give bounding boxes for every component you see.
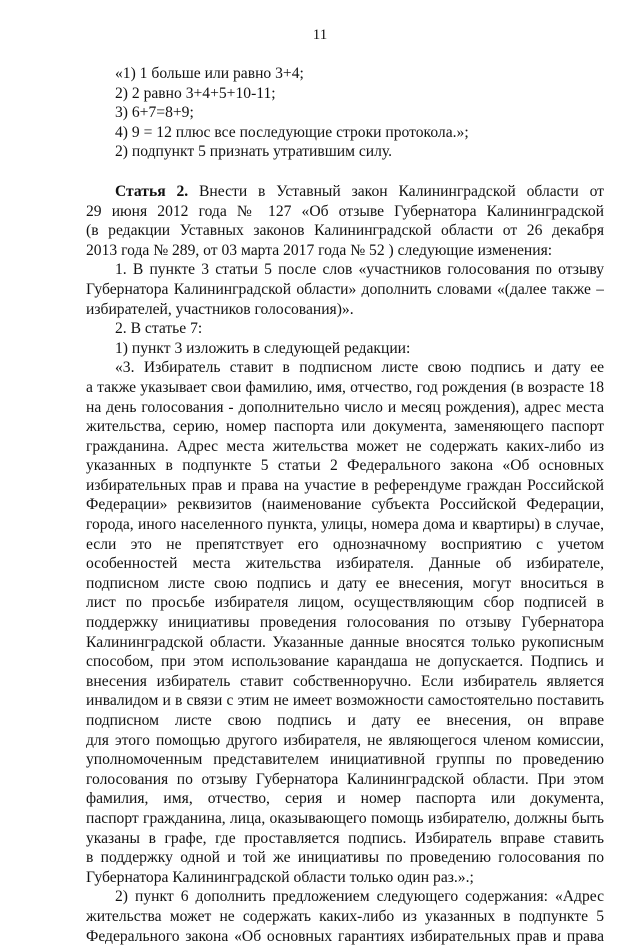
text-line: поддержку инициативы проведения голосования по отзыву Губернатора <box>86 614 604 632</box>
text-line: Губернатора Калининградской области только один раз.».; <box>86 868 474 886</box>
text-line: инвалидом и в связи с этим не имеет возможности самостоятельно поставить <box>86 692 604 710</box>
text-line: жительства может не содержать каких-либо из указанных в подпункте 5 <box>86 907 604 925</box>
text-line: Губернатора Калининградской области» дополнить словами «(далее также – <box>86 280 604 298</box>
text-line: 2013 года № 289, от 03 марта 2017 года № 52 ) следующие изменения: <box>86 241 553 259</box>
text-line: избирательных прав и права на участие в референдуме граждан Российской <box>86 476 604 494</box>
article-label: Статья 2. <box>115 182 189 200</box>
text-line: подписном листе свою подпись и дату ее внесения, он вправе <box>86 712 604 729</box>
paragraph-gap <box>86 162 604 182</box>
text-line: 1) пункт 3 изложить в следующей редакции: <box>115 339 411 357</box>
text-line: фамилия, имя, отчество, серия и номер паспорта или документа, <box>86 790 604 808</box>
text-line: паспорт гражданина, лица, оказывающего помощь избирателю, должны быть <box>86 809 604 827</box>
text-line: лист по просьбе избирателя лицом, осуществляющим сбор подписей в <box>86 594 604 612</box>
text-line: Калининградской области. Указанные данные вносятся только рукописным <box>86 633 604 651</box>
text-line: Федерального закона «Об основных гарантиях избирательных прав и права <box>86 927 604 945</box>
text-line: внесения избиратель ставит собственноручно. Если избиратель является <box>86 672 604 690</box>
text-line: на день голосования - дополнительно число и месяц рождения), адрес места <box>86 398 604 416</box>
document-body <box>86 64 604 946</box>
text-line: для этого помощью другого избирателя, не являющегося членом комиссии, <box>86 731 604 749</box>
text-line: в поддержку одной и той же инициативы по проведению голосования по <box>86 849 604 867</box>
list-item: 2) 2 равно 3+4+5+10-11; <box>115 84 276 102</box>
text-line: а также указывает свои фамилию, имя, отчество, год рождения (в возрасте 18 <box>86 378 604 396</box>
article-heading-text: Внести в Уставный закон Калининградской области от <box>199 182 604 200</box>
list-item: 3) 6+7=8+9; <box>115 104 194 122</box>
list-item: 4) 9 = 12 плюс все последующие строки протокола.»; <box>115 123 469 141</box>
list-item: 2) подпункт 5 признать утратившим силу. <box>115 143 393 161</box>
text-line: 2) пункт 6 дополнить предложением следующего содержания: «Адрес <box>115 888 604 906</box>
text-line: если это не препятствует его однозначному восприятию с учетом <box>86 535 604 553</box>
text-line: гражданина. Адрес места жительства может не содержать каких-либо из <box>86 437 604 455</box>
text-line: голосования по отзыву Губернатора Калининградской области. При этом <box>86 770 604 788</box>
text-line: 29 июня 2012 года № 127 «Об отзыве Губернатора Калининградской <box>86 202 604 220</box>
text-line: «3. Избиратель ставит в подписном листе свою подпись и дату ее <box>115 359 604 377</box>
text-line: Федерации» реквизитов (наименование субъекта Российской Федерации, <box>86 496 604 514</box>
text-line: уполномоченным представителем инициативной группы по проведению <box>86 751 604 769</box>
text-line: подписном листе свою подпись и дату ее внесения, могут вноситься в <box>86 574 604 592</box>
text-line: указанных в подпункте 5 статьи 2 Федерального закона «Об основных <box>86 457 604 475</box>
text-line: особенностей места жительства избирателя. Данные об избирателе, <box>86 555 604 573</box>
text-line: жительства, серию, номер паспорта или документа, заменяющего паспорт <box>86 418 604 436</box>
text-line: указаны в графе, где проставляется подпись. Избиратель вправе ставить <box>86 829 604 847</box>
article-heading-line <box>86 182 604 202</box>
text-line: (в редакции Уставных законов Калининградской области от 26 декабря <box>86 222 604 240</box>
text-line: города, иного населенного пункта, улицы, номера дома и квартиры) в случае, <box>86 516 604 534</box>
text-line: 2. В статье 7: <box>115 320 203 338</box>
list-item: «1) 1 больше или равно 3+4; <box>115 65 304 82</box>
text-line: 1. В пункте 3 статьи 5 после слов «участников голосования по отзыву <box>115 261 604 279</box>
text-line: избирателей, участников голосования)». <box>86 300 354 318</box>
page-number: 11 <box>312 27 328 43</box>
text-line: способом, при этом использование карандаша не допускается. Подпись и <box>86 653 604 671</box>
